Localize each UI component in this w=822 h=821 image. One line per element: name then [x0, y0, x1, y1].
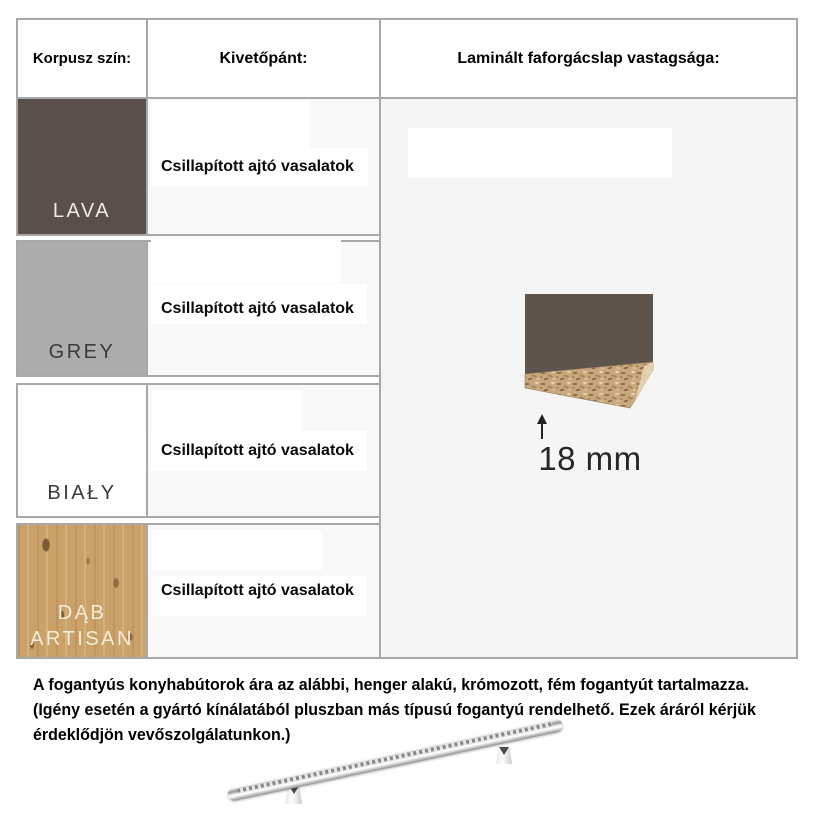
handle-note-line: érdeklődjön vevőszolgálatunkon.): [33, 725, 291, 744]
hinge-label: Csillapított ajtó vasalatok: [161, 157, 354, 175]
whiteout-patch: [150, 100, 310, 150]
chipboard-sample-image: [524, 293, 654, 413]
swatch-dab-artisan-label: DĄB ARTISAN: [30, 602, 134, 650]
swatch-grey: [16, 240, 148, 377]
header-chipboard-thickness-label: Laminált faforgácslap vastagsága:: [457, 49, 720, 67]
swatch-bialy: [16, 383, 148, 518]
whiteout-patch: [152, 530, 322, 570]
header-hinge: [146, 18, 381, 99]
swatch-dab-artisan: [16, 523, 148, 659]
handle-note-line: A fogantyús konyhabútorok ára az alábbi, henger alakú, krómozott, fém fogantyút tartalmazza.: [33, 675, 749, 694]
hinge-label: Csillapított ajtó vasalatok: [161, 441, 354, 459]
handle-foot: [496, 747, 512, 764]
handle-note: [33, 672, 785, 747]
header-hinge-label: Kivetőpánt:: [219, 49, 308, 67]
header-corpus-color: [16, 18, 148, 99]
header-corpus-color-label: Korpusz szín:: [32, 50, 132, 67]
whiteout-patch: [408, 128, 672, 178]
whiteout-patch: [152, 390, 302, 434]
hinge-label: Csillapított ajtó vasalatok: [161, 582, 354, 599]
thickness-value: 18 mm: [538, 440, 642, 477]
swatch-grey-label: GREY: [48, 341, 116, 363]
swatch-lava-label: LAVA: [52, 200, 112, 222]
handle-note-line: (Igény esetén a gyártó kínálatából pluszban más típusú fogantyú rendelhető. Ezek áráról kérjük: [33, 700, 756, 719]
swatch-lava: [16, 97, 148, 236]
header-chipboard-thickness: [379, 18, 798, 99]
board-top-face: [525, 294, 653, 374]
arrow-up-icon: [534, 414, 550, 440]
hinge-label: Csillapított ajtó vasalatok: [161, 299, 354, 317]
swatch-bialy-label: BIAŁY: [47, 482, 117, 504]
whiteout-patch: [151, 237, 341, 283]
